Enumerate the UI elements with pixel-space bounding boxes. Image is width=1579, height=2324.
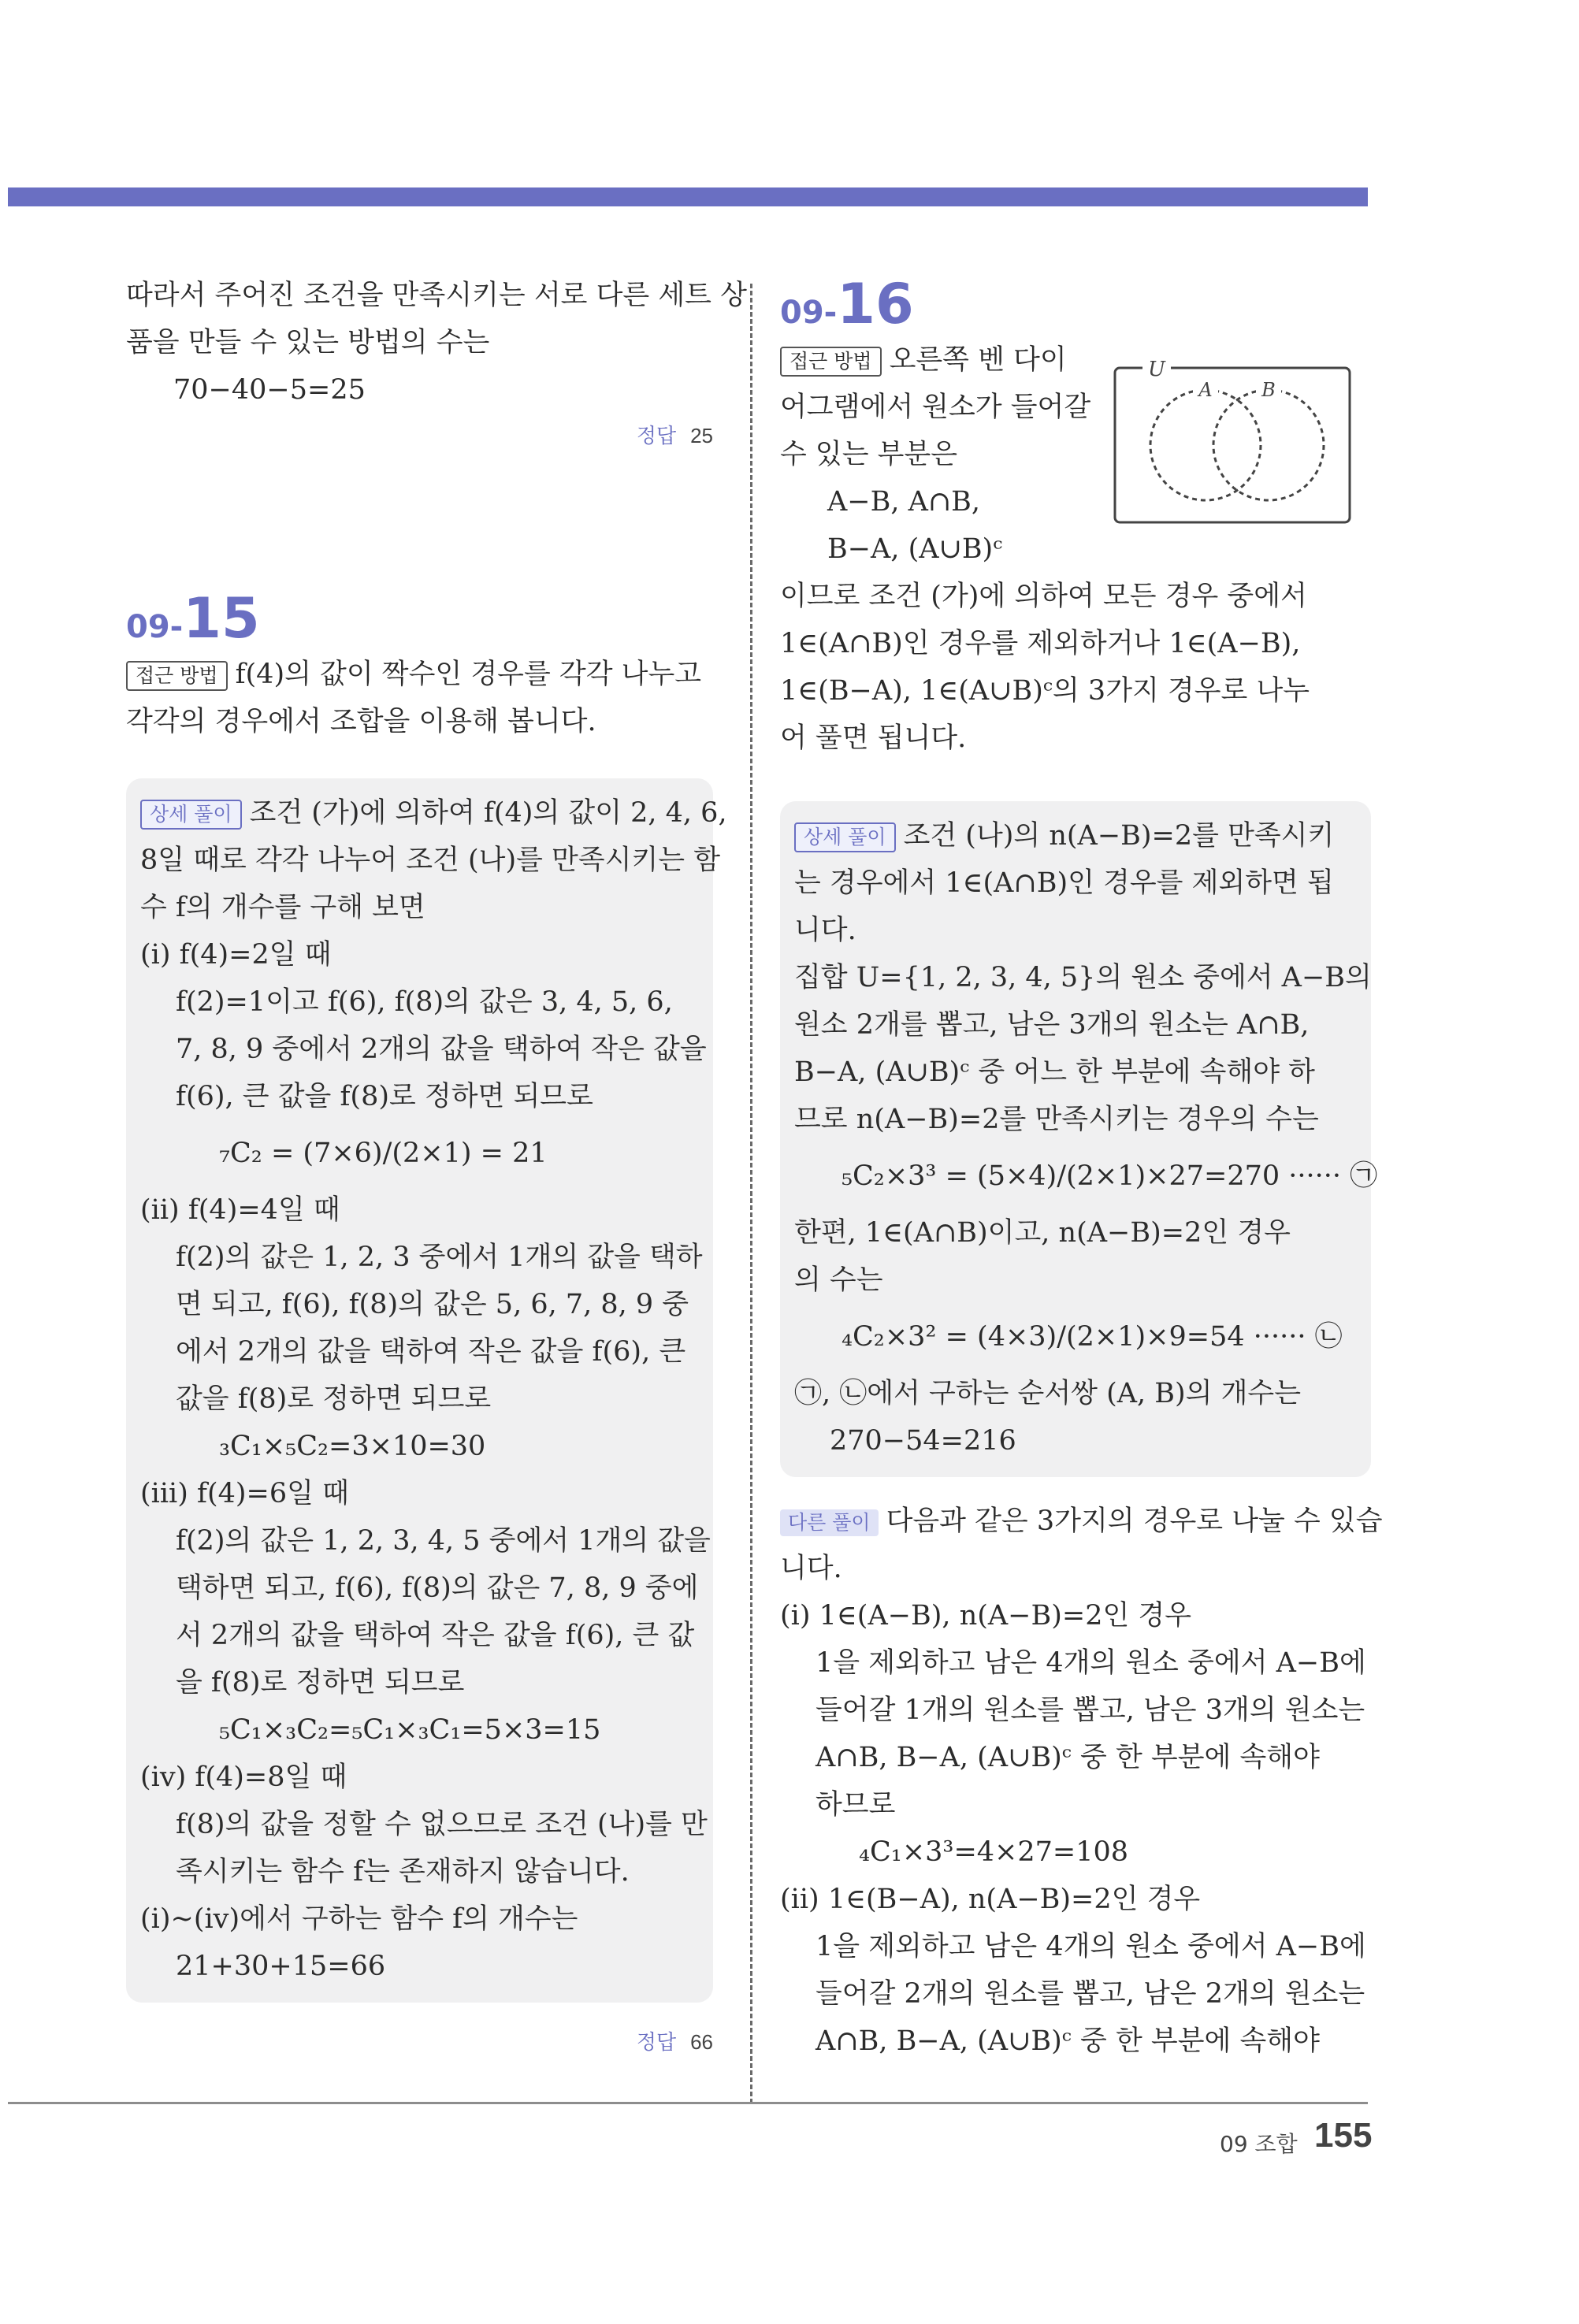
- venn-diagram: [1111, 358, 1355, 528]
- answer-label: 정답: [636, 425, 677, 448]
- detail-line: 에서 2개의 값을 택하여 작은 값을 f(6), 큰: [176, 1336, 686, 1368]
- answer-value: 25: [690, 424, 713, 447]
- equation-line: 21+30+15=66: [176, 1951, 386, 1982]
- answer-line: [126, 420, 713, 449]
- case-heading: (i) f(4)=2일 때: [140, 939, 332, 971]
- approach-tag: 접근 방법: [126, 661, 228, 691]
- case-heading: (i) 1∈(A−B), n(A−B)=2인 경우: [780, 1600, 1192, 1632]
- detail-line: f(2)의 값은 1, 2, 3, 4, 5 중에서 1개의 값을: [176, 1525, 711, 1557]
- detail-line: ㉠, ㉡에서 구하는 순서쌍 (A, B)의 개수는: [794, 1378, 1302, 1409]
- alt-line: A∩B, B−A, (A∪B)ᶜ 중 한 부분에 속해야: [816, 2025, 1320, 2057]
- universe-label: U: [1148, 358, 1165, 381]
- approach-line: 1∈(A∩B)인 경우를 제외하거나 1∈(A−B),: [780, 628, 1301, 659]
- approach-line: 각각의 경우에서 조합을 이용해 봅니다.: [126, 706, 596, 737]
- right-column: [780, 272, 1383, 2065]
- alt-line: 1을 제외하고 남은 4개의 원소 중에서 A−B에: [816, 1931, 1366, 1962]
- column-divider: [750, 284, 752, 2103]
- detail-line: f(6), 큰 값을 f(8)로 정하면 되므로: [176, 1081, 593, 1112]
- detail-tag: 상세 풀이: [140, 800, 242, 830]
- alternative-solution: [780, 1498, 1383, 2065]
- detail-line: 면 되고, f(6), f(8)의 값은 5, 6, 7, 8, 9 중: [176, 1289, 689, 1320]
- alt-line: 들어갈 1개의 원소를 뽑고, 남은 3개의 원소는: [816, 1695, 1365, 1726]
- detail-line: 택하면 되고, f(6), f(8)의 값은 7, 8, 9 중에: [176, 1572, 699, 1604]
- set-a-circle: [1150, 390, 1261, 500]
- detail-line: 는 경우에서 1∈(A∩B)인 경우를 제외하면 됩: [794, 867, 1334, 899]
- problem-16: [780, 272, 1383, 2065]
- detail-line: 므로 n(A−B)=2를 만족시키는 경우의 수는: [794, 1104, 1319, 1135]
- approach-line: 어 풀면 됩니다.: [780, 722, 967, 754]
- equation-line: ₅C₂×3³ = (5×4)/(2×1)×27=270 ······ ㉠: [842, 1160, 1378, 1192]
- set-b-circle: [1213, 390, 1324, 500]
- equation-line: ₃C₁×₅C₂=3×10=30: [219, 1431, 486, 1462]
- approach-line: 이므로 조건 (가)에 의하여 모든 경우 중에서: [780, 581, 1307, 612]
- detail-line: f(2)의 값은 1, 2, 3 중에서 1개의 값을 택하: [176, 1242, 703, 1273]
- top-accent-bar: [8, 187, 1368, 206]
- approach-line: 수 있는 부분은: [780, 439, 958, 470]
- detail-line: 을 f(8)로 정하면 되므로: [176, 1667, 465, 1698]
- equation-line: ₅C₁×₃C₂=₅C₁×₃C₁=5×3=15: [219, 1714, 601, 1746]
- alt-line: 다른 풀이 다음과 같은 3가지의 경우로 나눌 수 있습: [780, 1498, 1371, 1545]
- bottom-rule: [8, 2102, 1368, 2104]
- text-line: 품을 만들 수 있는 방법의 수는: [126, 327, 490, 358]
- left-column: [126, 272, 747, 2062]
- approach-line: 1∈(B−A), 1∈(A∪B)ᶜ의 3가지 경우로 나누: [780, 675, 1310, 707]
- answer-label: 정답: [636, 2031, 677, 2055]
- detail-line: 집합 U={1, 2, 3, 4, 5}의 원소 중에서 A−B의: [794, 962, 1372, 993]
- previous-solution-end: [126, 272, 747, 449]
- detail-line: 상세 풀이 조건 (나)의 n(A−B)=2를 만족시키: [794, 812, 1357, 859]
- alt-line: A∩B, B−A, (A∪B)ᶜ 중 한 부분에 속해야: [816, 1742, 1320, 1773]
- text-line: 따라서 주어진 조건을 만족시키는 서로 다른 세트 상: [126, 280, 747, 311]
- detail-line: f(2)=1이고 f(6), f(8)의 값은 3, 4, 5, 6,: [176, 986, 673, 1018]
- answer-value: 66: [690, 2030, 713, 2054]
- alt-line: 들어갈 2개의 원소를 뽑고, 남은 2개의 원소는: [816, 1978, 1365, 2010]
- detail-line: 서 2개의 값을 택하여 작은 값을 f(6), 큰 값: [176, 1620, 695, 1651]
- detail-line: 의 수는: [794, 1264, 883, 1296]
- equation-line: ₄C₁×3³=4×27=108: [859, 1836, 1129, 1868]
- equation-line: 70−40−5=25: [173, 374, 366, 406]
- page-number: 155: [1314, 2116, 1373, 2155]
- approach-line: B−A, (A∪B)ᶜ: [827, 533, 1003, 565]
- footer-chapter: 09 조합: [1220, 2131, 1298, 2157]
- detail-line: B−A, (A∪B)ᶜ 중 어느 한 부분에 속해야 하: [794, 1056, 1315, 1088]
- detail-line: 값을 f(8)로 정하면 되므로: [176, 1383, 492, 1415]
- answer-line: [126, 2026, 713, 2055]
- equation-line: 270−54=216: [830, 1425, 1016, 1457]
- detail-line: 한편, 1∈(A∩B)이고, n(A−B)=2인 경우: [794, 1217, 1291, 1249]
- alt-line: 하므로: [816, 1789, 896, 1821]
- detail-line: 상세 풀이 조건 (가)에 의하여 f(4)의 값이 2, 4, 6,: [140, 789, 699, 837]
- approach-line: 접근 방법 오른쪽 벤 다이: [780, 336, 1371, 384]
- equation-line: ₇C₂ = (7×6)/(2×1) = 21: [219, 1138, 548, 1169]
- alt-line: 니다.: [780, 1553, 842, 1584]
- problem-number: 09-16: [780, 272, 914, 336]
- approach-line: 접근 방법 f(4)의 값이 짝수인 경우를 각각 나누고: [126, 651, 713, 698]
- alt-line: 1을 제외하고 남은 4개의 원소 중에서 A−B에: [816, 1647, 1366, 1679]
- approach-tag: 접근 방법: [780, 347, 882, 377]
- detail-line: (i)~(iv)에서 구하는 함수 f의 개수는: [140, 1903, 578, 1935]
- case-heading: (iv) f(4)=8일 때: [140, 1762, 347, 1793]
- alt-tag: 다른 풀이: [780, 1509, 879, 1536]
- case-heading: (iii) f(4)=6일 때: [140, 1478, 349, 1509]
- detail-line: 족시키는 함수 f는 존재하지 않습니다.: [176, 1856, 630, 1888]
- detail-tag: 상세 풀이: [794, 822, 896, 852]
- detail-line: 수 f의 개수를 구해 보면: [140, 892, 425, 923]
- detail-solution-box: [126, 778, 727, 2003]
- case-heading: (ii) f(4)=4일 때: [140, 1194, 340, 1226]
- detail-line: 원소 2개를 뽑고, 남은 3개의 원소는 A∩B,: [794, 1009, 1310, 1041]
- problem-15: [126, 586, 727, 2055]
- approach-line: A−B, A∩B,: [827, 486, 981, 518]
- case-heading: (ii) 1∈(B−A), n(A−B)=2인 경우: [780, 1884, 1201, 1915]
- equation-line: ₄C₂×3² = (4×3)/(2×1)×9=54 ······ ㉡: [842, 1321, 1343, 1353]
- set-a-label: A: [1198, 379, 1213, 401]
- detail-line: f(8)의 값을 정할 수 없으므로 조건 (나)를 만: [176, 1809, 708, 1840]
- detail-line: 7, 8, 9 중에서 2개의 값을 택하여 작은 값을: [176, 1034, 707, 1065]
- approach-line: 어그램에서 원소가 들어갈: [780, 392, 1091, 423]
- universe-rect: [1115, 368, 1350, 522]
- detail-line: 8일 때로 각각 나누어 조건 (나)를 만족시키는 함: [140, 845, 721, 876]
- problem-number: 09-15: [126, 586, 260, 651]
- detail-line: 니다.: [794, 915, 856, 946]
- detail-solution-box: [780, 801, 1378, 1477]
- set-b-label: B: [1261, 379, 1276, 401]
